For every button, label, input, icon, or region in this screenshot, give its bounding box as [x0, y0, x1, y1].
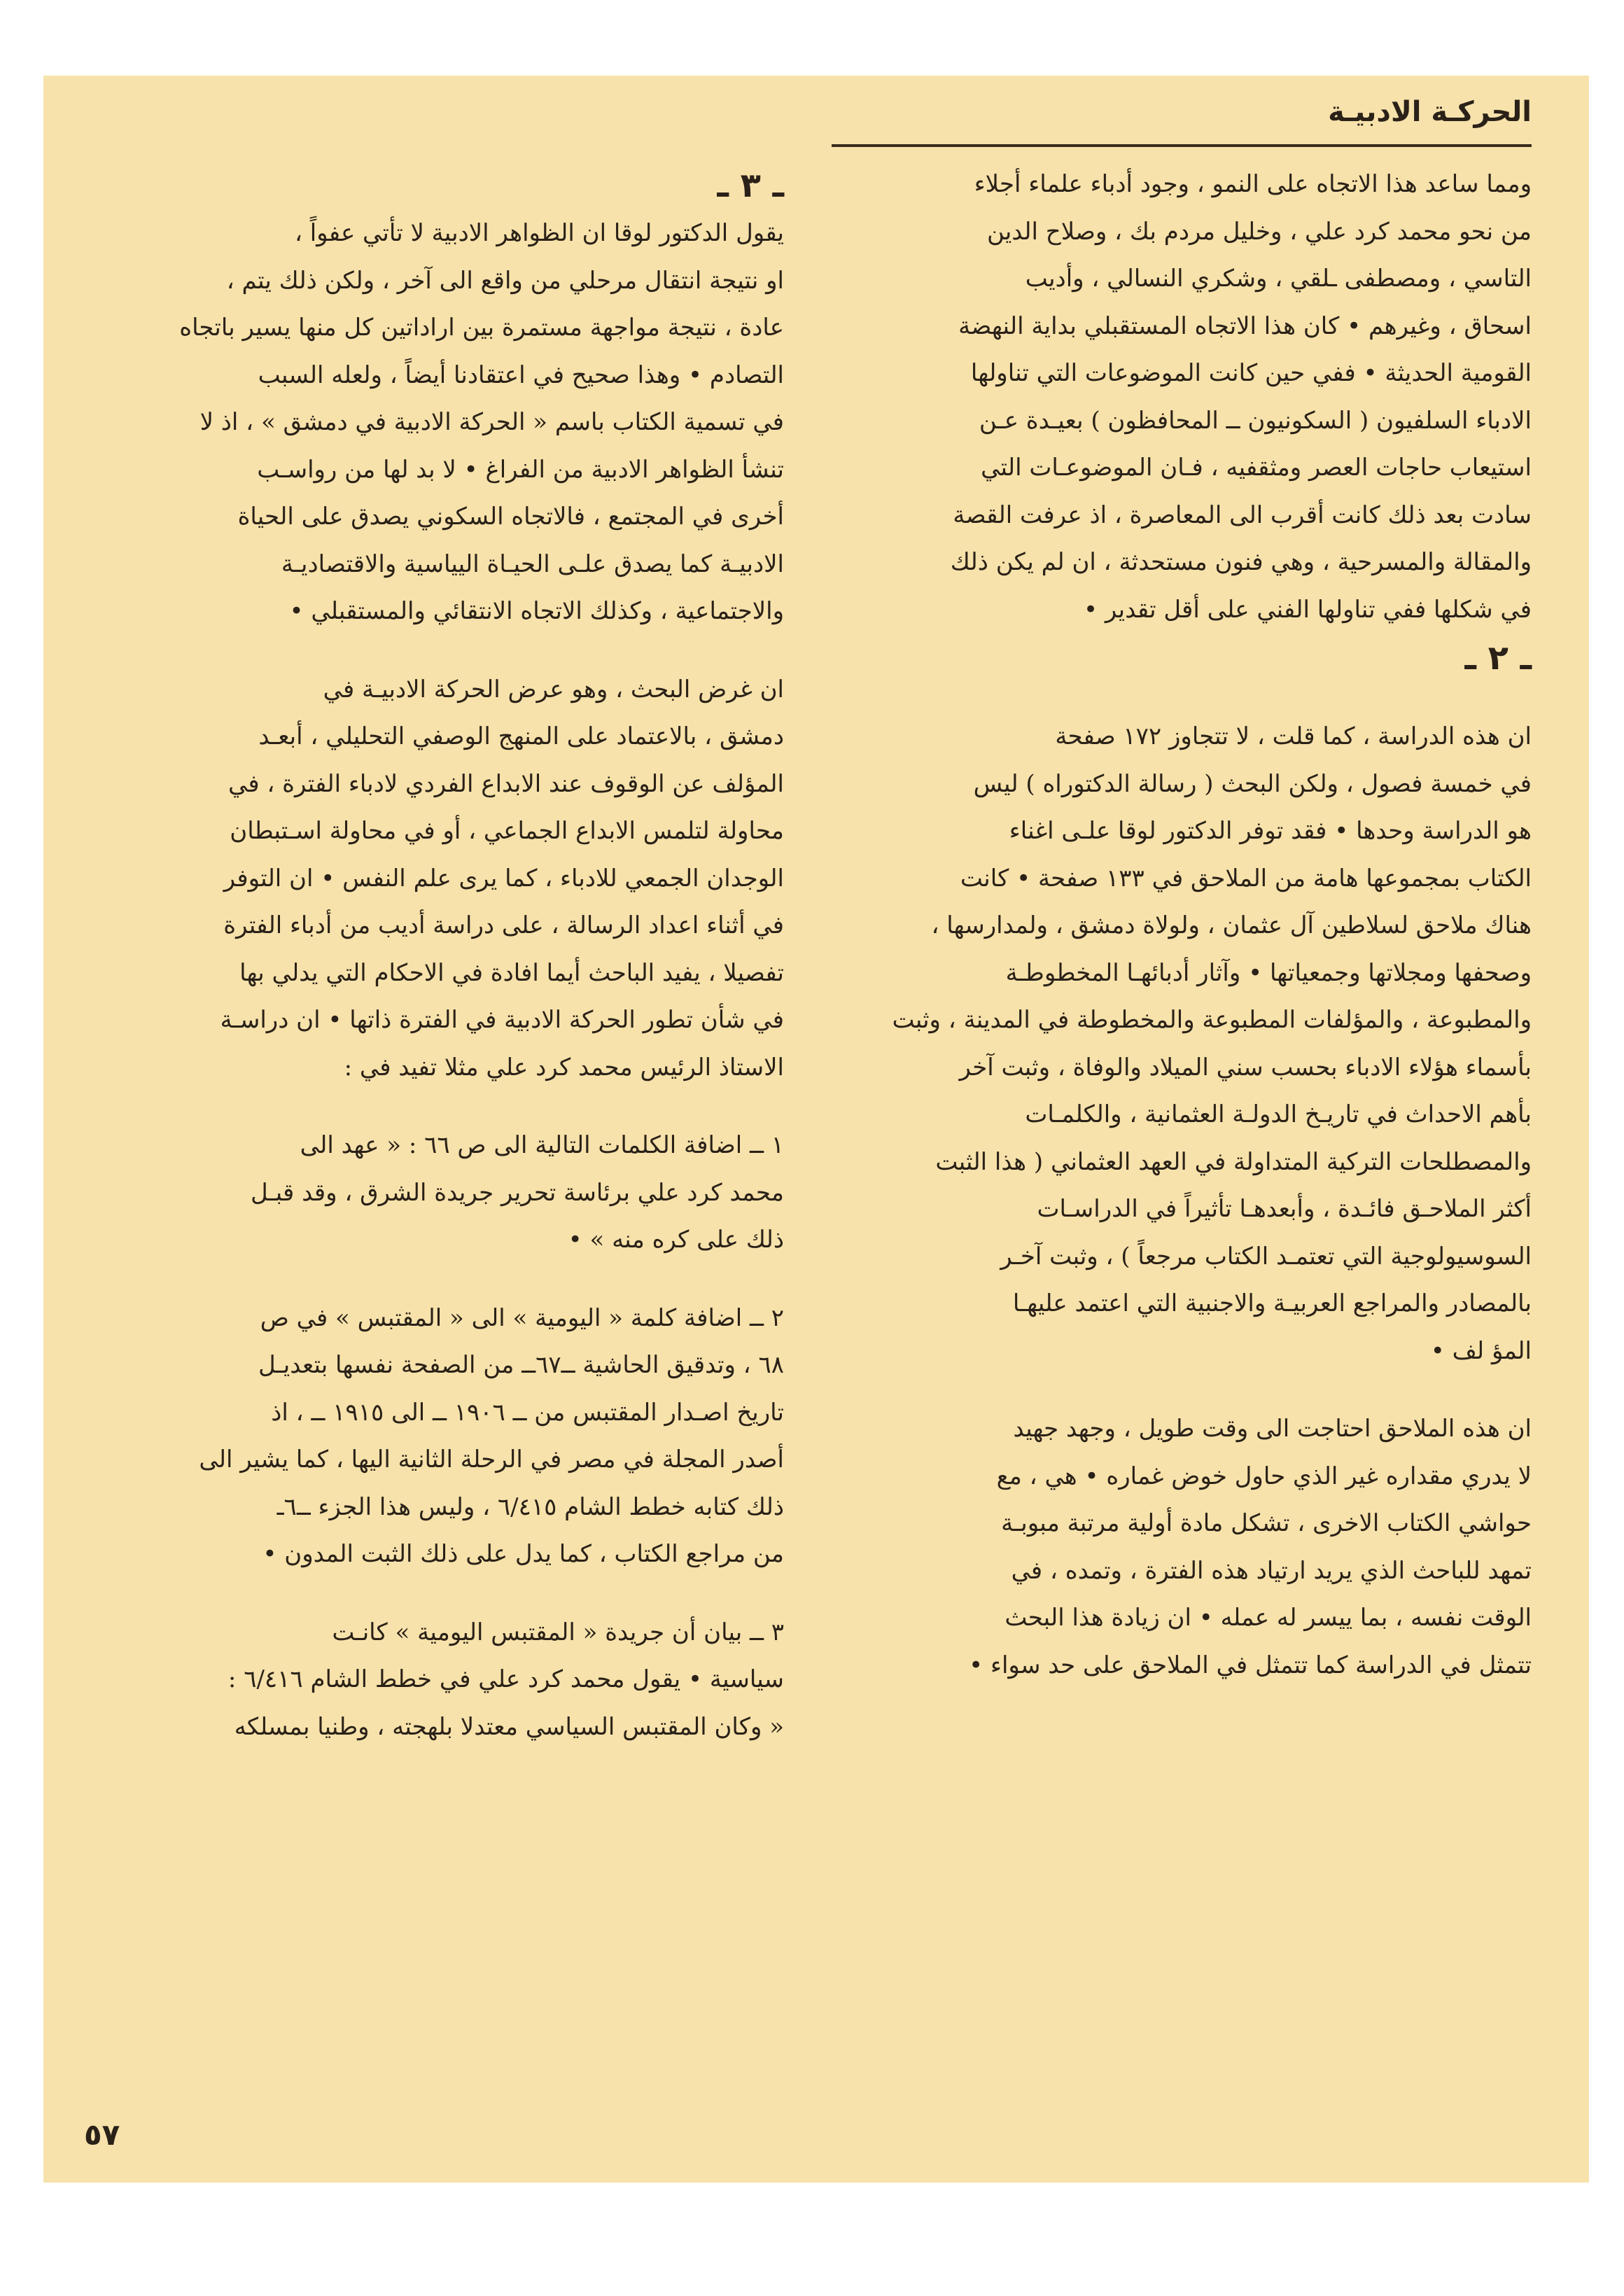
section-marker: ـ ٣ ـ: [717, 166, 784, 205]
text-line: في شكلها ففي تناولها الفني على أقل تقدير •: [1083, 595, 1532, 624]
right-column: [855, 161, 1532, 1689]
text-line: تمهد للباحث الذي يريد ارتياد هذه الفترة ، وتمده ، في: [1011, 1556, 1532, 1585]
text-line: والمطبوعة ، والمؤلفات المطبوعة والمخطوطة في المدينة ، وثبت: [892, 1006, 1532, 1034]
text-line: سادت بعد ذلك كانت أقرب الى المعاصرة ، اذ عرفت القصة: [953, 500, 1532, 529]
text-line: التاسي ، ومصطفى ـلقي ، وشكري النسالي ، وأديب: [1025, 265, 1532, 293]
text-line: أخرى في المجتمع ، فالاتجاه السكوني يصدق على الحياة: [237, 503, 784, 531]
paragraph: [855, 713, 1532, 1375]
paragraph-gap: [104, 1578, 784, 1609]
text-line: يقول الدكتور لوقا ان الظواهر الادبية لا تأتي عفواً ،: [294, 219, 784, 247]
paragraph: [855, 161, 1532, 634]
text-line: تنشأ الظواهر الادبية من الفراغ • لا بد لها من رواسـب: [257, 455, 784, 484]
text-line: ذلك على كره منه » •: [568, 1226, 784, 1254]
header-rule: [832, 144, 1532, 147]
text-line: ٢ ــ اضافة كلمة « اليومية » الى « المقتبس » في ص: [260, 1303, 784, 1332]
running-header: [832, 92, 1532, 132]
text-line: تتمثل في الدراسة كما تتمثل في الملاحق على حد سواء •: [969, 1651, 1532, 1679]
section-marker: ـ ٢ ـ: [1464, 638, 1532, 678]
paragraph-gap: [855, 682, 1532, 713]
text-line: في تسمية الكتاب باسم « الحركة الادبية في دمشق » ، اذ لا: [200, 408, 784, 436]
text-line: المؤ لف •: [1430, 1336, 1532, 1365]
paragraph: [104, 1122, 784, 1264]
paragraph-gap: [104, 1091, 784, 1122]
text-line: ٦٨ ، وتدقيق الحاشية ــ٦٧ــ من الصفحة نفسها بتعديـل: [258, 1351, 784, 1379]
text-line: السوسيولوجية التي تعتمـد الكتاب مرجعاً ) ، وثبت آخـر: [1000, 1242, 1532, 1270]
text-line: التصادم • وهذا صحيح في اعتقادنا أيضاً ، ولعله السبب: [258, 360, 784, 389]
text-line: الادبيـة كما يصدق علـى الحيـاة اليياسية والاقتصاديـة: [281, 550, 784, 578]
text-line: حواشي الكتاب الاخرى ، تشكل مادة أولية مرتبة مبوبـة: [1001, 1509, 1532, 1537]
text-line: محمد كرد علي برئاسة تحرير جريدة الشرق ، وقد قبـل: [251, 1178, 784, 1207]
text-line: لا يدري مقداره غير الذي حاول خوض غماره • هي ، مع: [996, 1462, 1532, 1490]
left-column: [104, 161, 784, 1751]
text-line: والمقالة والمسرحية ، وهي فنون مستحدثة ، ان لم يكن ذلك: [950, 548, 1532, 576]
text-line: الوجدان الجمعي للادباء ، كما يرى علم النفس • ان التوفر: [223, 864, 784, 892]
text-line: اسحاق ، وغيرهم • كان هذا الاتجاه المستقبلي بداية النهضة: [958, 312, 1532, 340]
text-line: هناك ملاحق لسلاطين آل عثمان ، ولولاة دمشق ، ولمدارسها ،: [931, 911, 1532, 939]
text-line: في خمسة فصول ، ولكن البحث ( رسالة الدكتوراه ) ليس: [973, 769, 1532, 798]
text-line: القومية الحديثة • ففي حين كانت الموضوعات التي تناولها: [970, 359, 1532, 387]
text-line: ان غرض البحث ، وهو عرض الحركة الادبيـة في: [323, 675, 784, 704]
text-line: بالمصادر والمراجع العربيـة والاجنبية التي اعتمد عليهـا: [1012, 1289, 1532, 1317]
paragraph: [104, 666, 784, 1092]
text-line: محاولة لتلمس الابداع الجماعي ، أو في محاولة اسـتبطان: [230, 817, 784, 845]
text-line: عادة ، نتيجة مواجهة مستمرة بين اراداتين كل منها يسير باتجاه: [179, 314, 784, 342]
text-line: ١ ــ اضافة الكلمات التالية الى ص ٦٦ : « عهد الى: [300, 1131, 784, 1159]
text-line: ٣ ــ بيان أن جريدة « المقتبس اليومية » كانـت: [332, 1618, 784, 1646]
text-line: ان هذه الدراسة ، كما قلت ، لا تتجاوز ١٧٢ صفحة: [1055, 722, 1532, 750]
text-line: سياسية • يقول محمد كرد علي في خطط الشام ٦/٤١٦ :: [227, 1665, 784, 1693]
text-line: ومما ساعد هذا الاتجاه على النمو ، وجود أدباء علماء أجلاء: [974, 170, 1532, 198]
text-line: الوقت نفسه ، بما ييسر له عمله • ان زيادة هذا البحث: [1004, 1604, 1532, 1632]
text-line: هو الدراسة وحدها • فقد توفر الدكتور لوقا علـى اغناء: [1009, 817, 1532, 845]
text-line: دمشق ، بالاعتماد على المنهج الوصفي التحليلي ، أبعـد: [258, 722, 784, 750]
text-line: ذلك كتابه خطط الشام ٦/٤١٥ ، وليس هذا الجزء ــ٦ـ: [276, 1492, 784, 1521]
text-line: في شأن تطور الحركة الادبية في الفترة ذاتها • ان دراسـة: [220, 1006, 784, 1034]
text-line: استيعاب حاجات العصر ومثقفيه ، فـان الموضوعـات التي: [981, 454, 1532, 482]
text-line: في أثناء اعداد الرسالة ، على دراسة أديب من أدباء الفترة: [223, 911, 784, 939]
text-line: من نحو محمد كرد علي ، وخليل مردم بك ، وصلاح الدين: [986, 217, 1532, 246]
text-line: بأسماء هؤلاء الادباء بحسب سني الميلاد والوفاة ، وثبت آخر: [959, 1053, 1532, 1082]
text-line: بأهم الاحداث في تاريـخ الدولـة العثمانية ، والكلمـات: [1025, 1100, 1532, 1128]
text-line: تاريخ اصـدار المقتبس من ــ ١٩٠٦ ــ الى ١٩١٥ ــ ، اذ: [271, 1398, 784, 1427]
text-line: الكتاب بمجموعها هامة من الملاحق في ١٣٣ صفحة • كانت: [960, 864, 1532, 892]
paragraph-gap: [855, 1375, 1532, 1406]
page-number: ٥٧: [84, 2118, 120, 2152]
text-line: ان هذه الملاحق احتاجت الى وقت طويل ، وجهد جهيد: [1013, 1415, 1532, 1443]
text-line: الاستاذ الرئيس محمد كرد علي مثلا تفيد في :: [344, 1053, 784, 1082]
running-header-title: الحركـة الادبيـة: [1328, 96, 1532, 128]
text-line: من مراجع الكتاب ، كما يدل على ذلك الثبت المدون •: [262, 1540, 784, 1568]
paragraph: [104, 1609, 784, 1751]
text-line: المؤلف عن الوقوف عند الابداع الفردي لادباء الفترة ، في: [228, 769, 784, 798]
paragraph: [855, 1406, 1532, 1689]
text-line: وصحفها ومجلاتها وجمعياتها • وآثار أدبائهـا المخطوطـة: [1005, 958, 1532, 987]
text-line: أصدر المجلة في مصر في الرحلة الثانية اليها ، كما يشير الى: [199, 1446, 784, 1474]
text-line: الادباء السلفيون ( السكونيون ــ المحافظون ) بعيـدة عـن: [979, 406, 1532, 435]
scanned-page: [43, 76, 1589, 2183]
paragraph-gap: [104, 1264, 784, 1295]
paragraph-gap: [104, 636, 784, 666]
text-line: والمصطلحات التركية المتداولة في العهد العثماني ( هذا الثبت: [935, 1147, 1532, 1176]
text-line: « وكان المقتبس السياسي معتدلا بلهجته ، وطنيا بمسلكه: [234, 1712, 784, 1741]
text-line: تفصيلا ، يفيد الباحث أيما افادة في الاحكام التي يدلي بها: [239, 958, 784, 987]
text-line: او نتيجة انتقال مرحلي من واقع الى آخر ، ولكن ذلك يتم ،: [226, 266, 784, 295]
text-line: والاجتماعية ، وكذلك الاتجاه الانتقائي والمستقبلي •: [289, 597, 784, 625]
paragraph: [104, 210, 784, 636]
paragraph: [104, 1295, 784, 1578]
text-line: أكثر الملاحـق فائـدة ، وأبعدهـا تأثيراً في الدراسـات: [1037, 1195, 1532, 1223]
